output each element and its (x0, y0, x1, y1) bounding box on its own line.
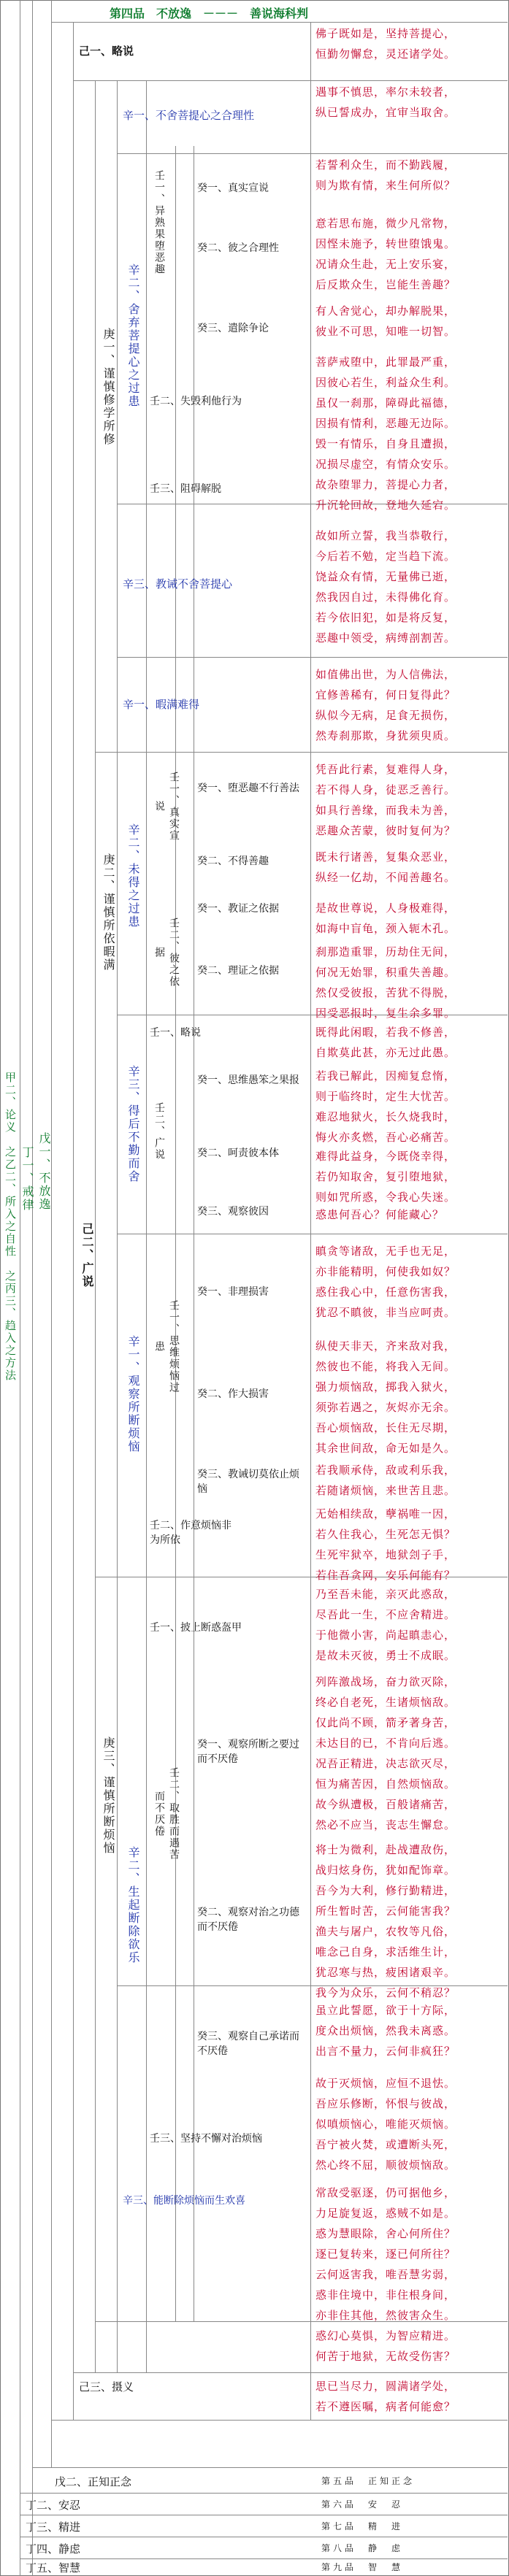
outline-gui1b: 癸一、堕恶趣不行善法 (197, 783, 299, 794)
outline-ji1: 己一、略说 (79, 45, 134, 58)
outline-ren1b: 壬一、真实宣说 (153, 772, 180, 842)
outline-ren1a: 壬一、异熟果堕恶趣 (153, 170, 165, 275)
divider (73, 22, 74, 2420)
verse-5: 有人舍觉心，却办解脱果， 彼业不可思，知唯一切智。 (315, 304, 456, 338)
verse-11: 既未行诸善，复集众恶业， 纵经一亿劫，不闻善趣名。 (315, 850, 456, 884)
divider (51, 22, 508, 23)
divider (51, 0, 52, 2467)
verse-26: 故于灭烦恼，应恒不退怯。 吾应乐修断，怀恨与彼战， 似嗔烦恼心，唯能灭烦恼。 吾宁被火焚，或遭断头死， 然心终不屈，顺彼烦恼敌。 (315, 2077, 456, 2172)
outline-gui2a: 癸二、彼之合理性 (197, 242, 279, 254)
verse-22: 乃至吾未能，亲灭此惑敌， 尽吾此一生，不应舍精进。 于他微小害，尚起瞋恚心， 是故未灭彼，勇士不成眠。 (315, 1588, 456, 1662)
verse-21: 无始相续敌，孽祸唯一因， 若久住我心，生死怎无惧？ 生死牢狱卒，地狱刽子手， 若住吾贪网，安乐何能有？ (315, 1507, 456, 1582)
outline-ji3: 己三、摄义 (79, 2380, 134, 2394)
outline-ding2: 丁二、安忍 (26, 2499, 81, 2512)
verse-10: 凭吾此行素，复难得人身， 若不得人身，徒恶乏善行。 如具行善缘，而我未为善， 恶趣众苦蒙，彼时复何为？ (315, 763, 456, 837)
outline-geng1: 庚一、谨慎修学所修 (102, 328, 115, 446)
outline-ren2c: 壬二、作意烦恼非为所依 (150, 1520, 231, 1546)
outline-xin3b: 辛三、得后不勤而舍 (126, 1065, 140, 1183)
outline-ren2a: 壬二、失毁利他行为 (150, 396, 242, 407)
outline-ji2: 己二、广说 (80, 1223, 94, 1288)
verse-20: 若我顺承侍，敌或利乐我， 若随诸烦恼，来世苦且悲。 (315, 1464, 456, 1497)
outline-xin2a: 辛二、舍弃菩提心之过患 (126, 264, 140, 408)
divider (20, 2558, 508, 2559)
outline-ren2b: 壬二、彼之依据 (153, 918, 180, 988)
outline-gui1c: 癸一、非理损害 (197, 1286, 269, 1298)
divider (117, 153, 508, 154)
verse-24: 将士为微利，赴战遭敌伤， 战归炫身伤，犹如配饰章。 吾今为大利，修行勤精进， 所生暂时苦，云何能害我？ 渔夫与屠户，农牧等凡俗， 唯念己自身，求活维生计， 犹忍寒与热，疲困诸艰辛。 我今为众乐，云何不稍忍？ (315, 1843, 456, 1999)
outline-gui3a: 癸三、遣除争论 (197, 323, 269, 334)
verse-7: 故杂堕罪力，菩提心力者， 升沉轮回故，登地久延宕。 (315, 478, 456, 512)
verse-4: 意若思布施，微少凡常物， 因悭未施予，转世堕饿鬼。 况请众生赴，无上安乐宴， 后反欺众生，岂能生善趣？ (315, 217, 456, 291)
divider (146, 80, 147, 2372)
outline-xin2c: 辛二、生起断除欲乐 (126, 1846, 140, 1964)
outline-wu2: 戊二、正知正念 (55, 2475, 132, 2488)
outline-gui6c: 癸三、观察自己承诺而不厌倦 (197, 2031, 299, 2057)
outline-ding4: 丁四、静虑 (26, 2542, 81, 2556)
verse-3: 若誓利众生，而不勤践履， 则为欺有情，来生何所似？ (315, 158, 456, 192)
chapter-ref-6: 第六品 安 忍 (321, 2499, 404, 2510)
divider (95, 80, 96, 2372)
verse-9: 如值佛出世，为人信佛法， 宜修善稀有，何日复得此？ 纵似今无病，足食无损伤， 然寿刹那欺，身犹须臾质。 (315, 668, 456, 742)
divider (73, 2372, 508, 2373)
outline-ding5: 丁五、智慧 (26, 2561, 81, 2575)
outline-gui4c: 癸一、观察所断之要过而不厌倦 (197, 1739, 299, 1765)
verse-16: 难得此益身，今既侥幸得， 若仍知取舍，复引堕地狱， 则如咒所惑，令我心失迷。 (315, 1150, 456, 1204)
outline-gui1a: 癸一、真实宣说 (197, 182, 269, 194)
outline-jia2: 甲二、论义 之乙二、所入之自性 之丙三、趋入之方法 (4, 1071, 17, 1382)
chapter-ref-8: 第八品 静 虑 (321, 2543, 404, 2553)
divider (310, 22, 311, 2420)
outline-ren3c: 壬一、披上断惑盔甲 (150, 1622, 242, 1634)
outline-gui6b: 癸二、呵责彼本体 (197, 1147, 279, 1159)
outline-xin1b: 辛一、暇满难得 (123, 698, 200, 711)
verse-15: 若我已解此，因痴复怠惰， 则于临终时，定生大忧苦。 难忍地狱火，长久烧我时， 悔火亦炙燃，吾心必痛苦。 (315, 1069, 456, 1144)
outline-xin3c: 辛三、能断除烦恼而生欢喜 (123, 2195, 245, 2207)
outline-gui4b: 癸二、理证之依据 (197, 965, 279, 977)
verse-1: 佛子既如是，坚持菩提心， 恒勤勿懈怠，灵还诸学处。 (315, 27, 456, 61)
outline-ren4c: 壬二、取胜而遇苦而不厌倦 (153, 1767, 180, 1861)
divider (51, 2420, 508, 2421)
verse-17: 惑患何吾心？何能藏心？ (315, 1208, 445, 1221)
verse-19: 纵使天非天，齐来敌对我， 然彼也不能，将我入无间。 强力烦恼敌，掷我入狱火， 须弥若遇之，灰烬亦无余。 吾心烦恼敌，长住无尽期， 其余世间敌，命无如是久。 (315, 1339, 456, 1455)
divider (20, 2493, 508, 2494)
divider (32, 0, 33, 2576)
outline-ren5c: 壬三、坚持不懈对治烦恼 (150, 2133, 262, 2145)
outline-gui3b: 癸一、教证之依据 (197, 903, 279, 915)
outline-gui5c: 癸二、观察对治之功德而不厌倦 (197, 1907, 299, 1933)
outline-ding3: 丁三、精进 (26, 2521, 81, 2534)
outline-gui3c: 癸三、教诫切莫依止烦恼 (197, 1469, 299, 1495)
divider (73, 80, 508, 81)
divider (95, 752, 508, 753)
chapter-ref-9: 第九品 智 慧 (321, 2562, 404, 2572)
outline-ding1: 丁一、戒律 (20, 1146, 34, 1212)
outline-xin1c: 辛一、观察所断烦恼 (126, 1335, 140, 1453)
chapter-ref-7: 第七品 精 进 (321, 2521, 404, 2531)
outline-xin1a: 辛一、不舍菩提心之合理性 (123, 109, 255, 122)
verse-25: 虽立此誓愿，欲于十方际， 度众出烦恼，然我未离惑。 出言不量力，云何非疯狂？ (315, 2004, 456, 2058)
page-title: 第四品 不放逸 －－－ 善说海科判 (110, 7, 309, 20)
divider (117, 657, 508, 658)
verse-27: 常敌受驱逐，仍可据他乡， 力足旋复返，惑贼不如是。 惑为慧眼除，舍心何所住？ 逐已复转来，逐已何所往？ 云何返害我，唯吾慧劣弱， 惑非住境中，非住根身间， 亦非住其他，然彼害众生。 惑幻心莫惧，为智应精进。 何苦于地狱，无故受伤害？ (315, 2186, 456, 2363)
verse-6: 菩萨戒堕中，此罪最严重， 因彼心若生，利益众生利。 虽仅一刹那，障碍此福德， 因损有情利，恶趣无边际。 毁一有情乐，自身且遭损， 况损尽虚空，有情众安乐。 (315, 355, 456, 471)
verse-12: 是故世尊说，人身极难得， 如海中盲龟，颈入轭木孔。 (315, 901, 456, 935)
outline-gui2b: 癸二、不得善趣 (197, 856, 269, 867)
outline-geng2: 庚二、谨慎所依暇满 (102, 853, 115, 972)
chapter-ref-5: 第五品 正知正念 (321, 2476, 416, 2486)
outline-ren1c: 壬一、思维烦恼过患 (153, 1300, 180, 1393)
outline-ren4b: 壬二、广说 (153, 1102, 165, 1161)
outline-gui5b: 癸一、思维愚笨之果报 (197, 1074, 299, 1086)
outline-gui2c: 癸二、作大损害 (197, 1388, 269, 1400)
outline-xin2b: 辛二、未得之过患 (126, 823, 140, 928)
verse-18: 瞋贪等诸敌，无手也无足， 亦非能精明，何使我如奴？ 惑住我心中，任意伤害我， 犹忍不瞋彼，非当应呵责。 (315, 1245, 456, 1319)
outline-xin3a: 辛三、教诫不舍菩提心 (123, 577, 233, 591)
divider (117, 80, 118, 2372)
verse-13: 刹那造重罪，历劫住无间， 何况无始罪，积重失善趣。 然仅受彼报，苦犹不得脱， 因受恶报时，复生余多罪。 (315, 945, 456, 1020)
verse-2: 遇事不慎思，率尔未较者， 纵已誓成办，宜审当取舍。 (315, 85, 456, 119)
verse-23: 列阵激战场，奋力欲灭除， 终必自老死，生诸烦恼敌。 仅此尚不顾，箭矛著身苦， 未达目的已，不肯向后逃。 况吾正精进，决志欲灭尽， 恒为痛苦因，自然烦恼敌。 故今纵遭极，百般诸痛苦， 然必不应当，丧志生懈怠。 (315, 1675, 456, 1831)
verse-8: 故如所立誓，我当恭敬行， 今后若不勉，定当趋下流。 饶益众有情，无量佛已逝， 然我因自过，未得佛化育。 若今依旧犯，如是将反复， 恶趣中领受，病缚剖割苦。 (315, 529, 456, 645)
divider (32, 2467, 508, 2468)
outline-gui7b: 癸三、观察彼因 (197, 1206, 269, 1218)
verse-14: 既得此闲暇，若我不修善， 自欺莫此甚，亦无过此愚。 (315, 1026, 456, 1059)
outline-geng3: 庚三、谨慎所断烦恼 (102, 1737, 115, 1855)
verse-28: 思已当尽力，圆满诸学处， 若不遵医嘱，病者何能愈？ (315, 2380, 456, 2413)
outline-ren3b: 壬一、略说 (150, 1027, 201, 1039)
outline-wu1: 戊一、不放逸 (37, 1132, 51, 1211)
outline-ren3a: 壬三、阻碍解脱 (150, 483, 221, 495)
